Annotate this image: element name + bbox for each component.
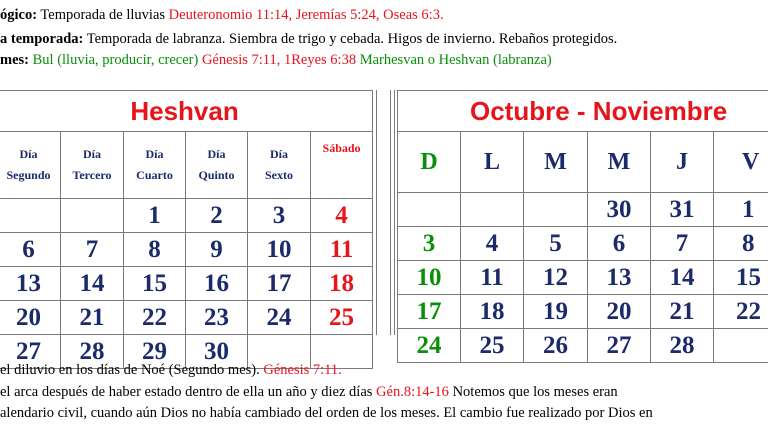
day-cell xyxy=(714,329,768,363)
body-text: Temporada de lluvias xyxy=(37,7,169,23)
day-cell: 8 xyxy=(124,233,186,267)
day-cell: 16 xyxy=(186,267,248,301)
body-text: alendario civil, cuando aún Dios no había cambiado del orden de los meses. El cambio fue realizado por Dios en xyxy=(0,405,653,421)
day-cell: 14 xyxy=(61,267,124,301)
day-cell: 17 xyxy=(248,267,311,301)
calendar-divider xyxy=(372,90,394,335)
day-cell: 27 xyxy=(0,335,61,369)
sunday-cell: 3 xyxy=(398,227,461,261)
month-name-text: Bul (lluvia, producir, crecer) xyxy=(29,52,202,68)
note-line-3 xyxy=(0,404,653,422)
day-cell xyxy=(461,193,524,227)
day-cell: 7 xyxy=(61,233,124,267)
weekday-header: D xyxy=(398,132,461,193)
gregorian-calendar xyxy=(397,90,768,363)
gregorian-title: Octubre - Noviembre xyxy=(398,91,768,132)
scripture-reference: Génesis 7:11, 1Reyes 6:38 xyxy=(201,52,357,68)
label-text: mes: xyxy=(0,52,29,68)
day-cell: 26 xyxy=(524,329,588,363)
intro-line-2 xyxy=(0,30,617,48)
sunday-cell: 24 xyxy=(398,329,461,363)
weekday-header: Día Segundo xyxy=(0,132,61,199)
day-cell: 25 xyxy=(461,329,524,363)
day-cell: 6 xyxy=(0,233,61,267)
note-line-2 xyxy=(0,383,618,401)
sabbath-day-cell: 18 xyxy=(311,267,373,301)
day-cell: 1 xyxy=(714,193,768,227)
sunday-cell: 10 xyxy=(398,261,461,295)
day-cell: 5 xyxy=(524,227,588,261)
day-cell: 15 xyxy=(714,261,768,295)
day-cell: 22 xyxy=(714,295,768,329)
day-cell xyxy=(0,199,61,233)
day-cell: 13 xyxy=(0,267,61,301)
weekday-header: Día Quinto xyxy=(186,132,248,199)
heshvan-title: Heshvan xyxy=(0,91,373,132)
sabbath-day-cell: 4 xyxy=(311,199,373,233)
day-cell: 27 xyxy=(588,329,651,363)
body-text: el diluvio en los días de Noé (Segundo mes). xyxy=(0,362,264,378)
day-cell: 11 xyxy=(461,261,524,295)
weekday-header: M xyxy=(524,132,588,193)
day-cell: 31 xyxy=(651,193,714,227)
day-cell: 10 xyxy=(248,233,311,267)
day-cell: 18 xyxy=(461,295,524,329)
day-cell: 22 xyxy=(124,301,186,335)
day-cell: 30 xyxy=(588,193,651,227)
sabbath-day-cell: 11 xyxy=(311,233,373,267)
weekday-header: L xyxy=(461,132,524,193)
note-line-1 xyxy=(0,361,342,379)
day-cell: 24 xyxy=(248,301,311,335)
label-text: a temporada: xyxy=(0,31,84,47)
heshvan-calendar xyxy=(0,90,373,369)
day-cell: 8 xyxy=(714,227,768,261)
scripture-reference: Gén.8:14-16 xyxy=(376,384,449,400)
month-alt-name-text: Marhesvan o Heshvan (labranza) xyxy=(356,52,552,68)
sunday-cell xyxy=(398,193,461,227)
day-cell xyxy=(524,193,588,227)
day-cell: 28 xyxy=(61,335,124,369)
intro-line-1 xyxy=(0,6,444,24)
sunday-cell: 17 xyxy=(398,295,461,329)
day-cell: 29 xyxy=(124,335,186,369)
weekday-header: Día Sexto xyxy=(248,132,311,199)
body-text-continued: Notemos que los meses eran xyxy=(448,384,618,400)
weekday-header: J xyxy=(651,132,714,193)
day-cell: 4 xyxy=(461,227,524,261)
day-cell: 12 xyxy=(524,261,588,295)
day-cell: 23 xyxy=(186,301,248,335)
weekday-header: V xyxy=(714,132,768,193)
day-cell: 7 xyxy=(651,227,714,261)
day-cell: 15 xyxy=(124,267,186,301)
day-cell: 30 xyxy=(186,335,248,369)
day-cell: 20 xyxy=(0,301,61,335)
day-cell: 9 xyxy=(186,233,248,267)
body-text: el arca después de haber estado dentro de ella un año y diez días xyxy=(0,384,377,400)
day-cell: 1 xyxy=(124,199,186,233)
sabbath-header: Sábado xyxy=(311,132,373,199)
weekday-header: Día Tercero xyxy=(61,132,124,199)
day-cell: 13 xyxy=(588,261,651,295)
sabbath-day-cell: 25 xyxy=(311,301,373,335)
weekday-header: Día Cuarto xyxy=(124,132,186,199)
day-cell xyxy=(61,199,124,233)
label-text: ógico: xyxy=(0,7,38,23)
day-cell: 6 xyxy=(588,227,651,261)
weekday-header: M xyxy=(588,132,651,193)
day-cell: 20 xyxy=(588,295,651,329)
body-text: Temporada de labranza. Siembra de trigo y cebada. Higos de invierno. Rebaños protegidos. xyxy=(83,31,618,47)
scripture-reference: Génesis 7:11. xyxy=(263,362,342,378)
scripture-reference: Deuteronomio 11:14, Jeremías 5:24, Oseas 6:3. xyxy=(168,7,444,23)
day-cell: 3 xyxy=(248,199,311,233)
day-cell: 19 xyxy=(524,295,588,329)
day-cell: 28 xyxy=(651,329,714,363)
day-cell: 21 xyxy=(61,301,124,335)
intro-line-3 xyxy=(0,51,552,69)
day-cell: 14 xyxy=(651,261,714,295)
day-cell: 2 xyxy=(186,199,248,233)
day-cell: 21 xyxy=(651,295,714,329)
